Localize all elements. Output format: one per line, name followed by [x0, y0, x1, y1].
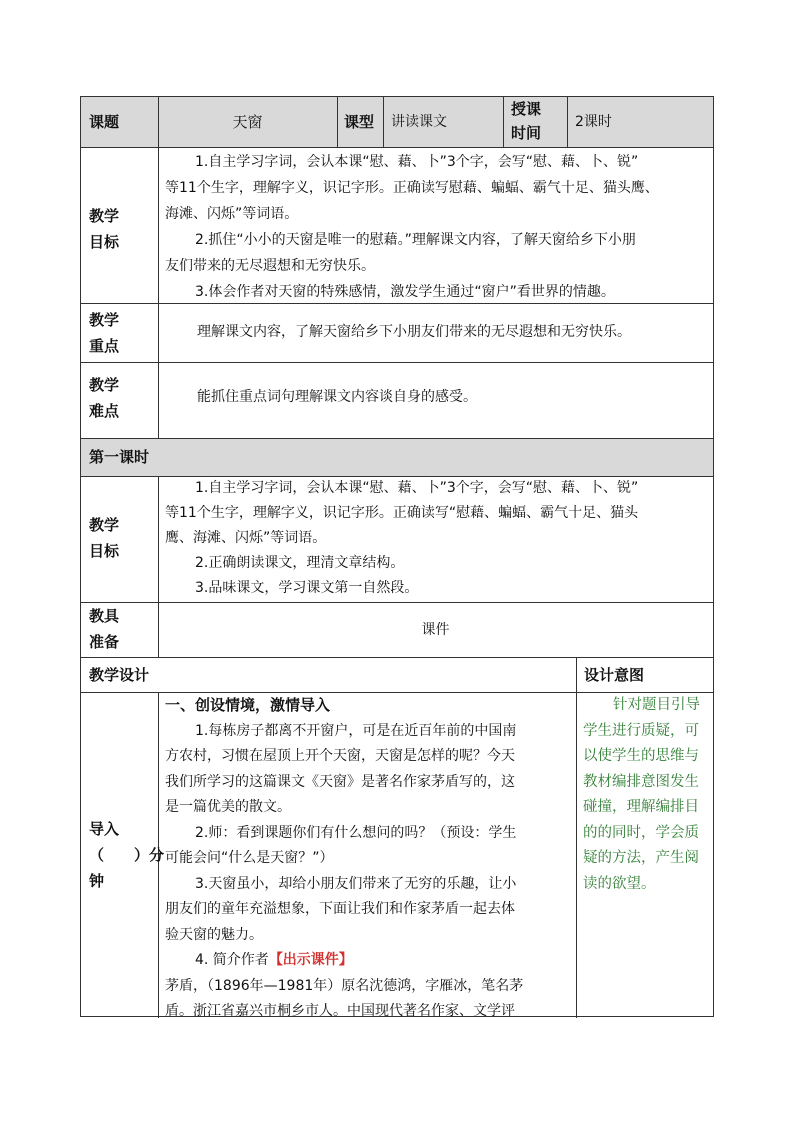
topic-value: 天窗	[232, 113, 263, 131]
type-value: 讲读课文	[391, 114, 447, 130]
row-divider	[81, 438, 713, 439]
label-intro: 导入 （ ）分 钟	[89, 820, 165, 890]
lesson1-title-shade	[81, 438, 713, 476]
col-divider	[337, 97, 338, 147]
lesson1-goals-text: 1.自主学习字词，会认本课“慰、藉、卜”3个字，会写“慰、藉、卜、锐” 等11个生字，理解字义，识记字形。正确读写“慰藉、蝙蝠、霸气十足、猫头 鹰、海滩、闪烁”等词语。 2.正确朗读课文，理清文章结构。 3.品味课文，学习课文第一自然段。	[165, 480, 639, 596]
label-keypoints: 教学 重点	[89, 311, 120, 355]
difficulties-text: 能抓住重点词句理解课文内容谈自身的感受。	[197, 389, 477, 405]
time-value: 2课时	[575, 114, 612, 130]
intro-item4: 4. 简介作者【出示课件】	[195, 952, 353, 968]
lesson1-title: 第一课时	[89, 448, 150, 466]
col-divider	[503, 97, 504, 147]
row-divider	[81, 362, 713, 363]
label-type: 课型	[344, 113, 375, 131]
label-intent: 设计意图	[584, 665, 645, 684]
label-prep: 教具 准备	[89, 607, 120, 651]
label-lesson1-goals: 教学 目标	[89, 516, 120, 560]
label-design: 教学设计	[89, 665, 150, 684]
label-difficulties: 教学 难点	[89, 376, 120, 420]
col-divider	[158, 97, 159, 438]
intro-content: 一、创设情境，激情导入 1.每栋房子都离不开窗户，可是在近百年前的中国南 方农村，习惯在屋顶上开个天窗，天窗是怎样的呢？今天 我们所学习的这篇课文《天窗》是著名作家茅盾写的，这 是一篇优美的散文。 2.师：看到课题你们有什么想问的吗？（预设：学生 可能会问“什么是天窗？”） 3.天窗虽小，却给小朋友们带来了无穷的乐趣，让小 朋友们的童年充溢想象，下面让我们和作家茅盾一起去体 验天窗的魅力。 4. 简介作者【出示课件】 茅盾，（1896年—1981年）原名沈德鸿，字雁冰，笔名茅 盾。浙江省嘉兴市桐乡市人。中国现代著名作家、文学评	[165, 693, 573, 1025]
goals-text: 1.自主学习字词，会认本课“慰、藉、卜”3个字，会写“慰、藉、卜、锐” 等11个生字，理解字义，识记字形。正确读写慰藉、蝙蝠、霸气十足、猫头鹰、 海滩、闪烁”等词语。 2.抓住“小小的天窗是唯一的慰藉。”理解课文内容，了解天窗给乡下小朋 友们带来的无尽遐想和无穷快乐。 3.体会作者对天窗的特殊感情，激发学生通过“窗户”看世界的情趣。	[165, 154, 659, 300]
intro-heading: 一、创设情境，激情导入	[165, 696, 331, 714]
prep-value: 课件	[421, 621, 450, 638]
row-divider	[81, 147, 713, 148]
label-goals: 教学 目标	[89, 207, 120, 251]
label-time: 授课 时间	[511, 100, 542, 142]
col-divider	[567, 97, 568, 147]
col-divider	[383, 97, 384, 147]
label-topic: 课题	[89, 113, 120, 131]
lesson-plan-table	[80, 96, 714, 1017]
keypoints-text: 理解课文内容，了解天窗给乡下小朋友们带来的无尽遐想和无穷快乐。	[197, 324, 631, 340]
intent-text: 针对题目引导 学生进行质疑，可 以使学生的思维与 教材编排意图发生 碰撞，理解编排目 的的同时，学会质 疑的方法，产生阅 读的欲望。	[583, 697, 700, 892]
col-divider	[576, 657, 577, 1018]
show-slides-tag: 【出示课件】	[268, 952, 353, 968]
